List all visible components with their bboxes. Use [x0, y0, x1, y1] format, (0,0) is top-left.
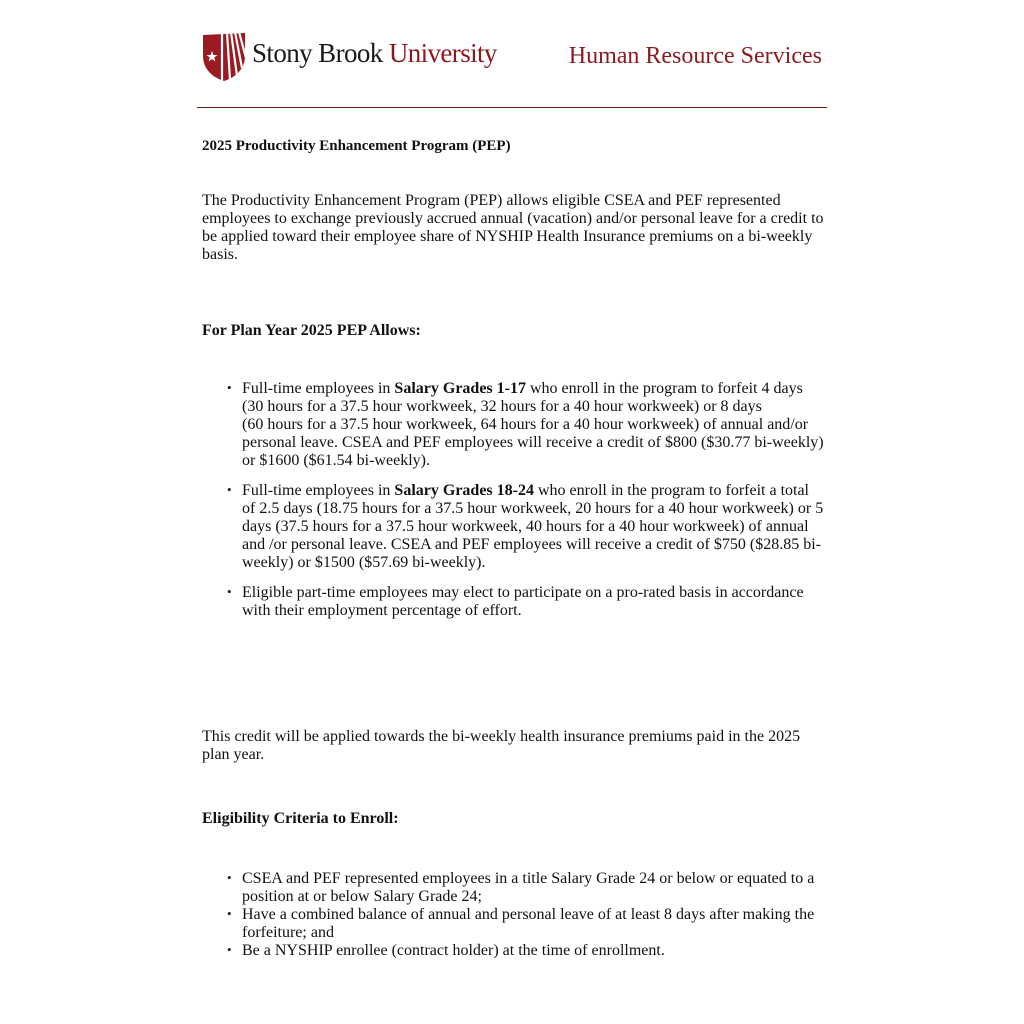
eligibility-item: • CSEA and PEF represented employees in a title Salary Grade 24 or below or equated to a position at or below Salary Grade 24; [242, 870, 824, 906]
page-header [197, 0, 827, 108]
intro-block [202, 192, 824, 264]
salary-grades-18-24: Salary Grades 18-24 [394, 482, 534, 499]
item-text: who enroll in the program to forfeit a total of 2.5 days (18.75 hours for a 37.5 hour workweek, 20 hours for a 40 hour workweek) or 5 days (37.5 hours for a 37.5 hour workweek, 40 hours for a 40 hour workweek) of annual and /or personal leave. CSEA and PEF employees will receive a credit of $750 ($28.85 bi-weekly) or $1500 ($57.69 bi-weekly). [242, 482, 824, 571]
eligibility-item: • Have a combined balance of annual and personal leave of at least 8 days after making the forfeiture; and [242, 906, 824, 942]
department-title: Human Resource Services [568, 43, 822, 69]
allows-item-3 [242, 584, 824, 620]
eligibility-list [202, 870, 824, 960]
allows-list [202, 380, 824, 620]
header-divider [197, 107, 827, 108]
allows-item-1 [242, 380, 824, 470]
credit-note: This credit will be applied towards the bi-weekly health insurance premiums paid in the 2025 plan year. [202, 728, 801, 763]
allows-item-2 [242, 482, 824, 572]
university-logo[interactable] [202, 32, 497, 82]
salary-grades-1-17: Salary Grades 1-17 [394, 380, 526, 397]
shield-star-icon [202, 32, 246, 82]
item-prefix: Full-time employees in [242, 482, 395, 499]
eligibility-list-block [202, 870, 824, 960]
eligibility-heading: Eligibility Criteria to Enroll: [202, 810, 399, 827]
wordmark-university: University [388, 37, 497, 68]
document-title: 2025 Productivity Enhancement Program (PEP) [202, 138, 511, 154]
eligibility-item: • Be a NYSHIP enrollee (contract holder) at the time of enrollment. [242, 942, 824, 960]
university-wordmark [252, 37, 497, 68]
item-text-continued: (60 hours for a 37.5 hour workweek, 64 hours for a 40 hour workweek) of annual and/or personal leave. CSEA and PEF employees will receive a credit of $800 ($30.77 bi-weekly) or $1600 ($61.54 bi-weekly). [242, 416, 824, 469]
document-page [197, 0, 827, 959]
item-text: Eligible part-time employees may elect to participate on a pro-rated basis in accordance with their employment percentage of effort. [242, 584, 804, 619]
item-text: who enroll in the program to forfeit 4 days (30 hours for a 37.5 hour workweek, 32 hours for a 40 hour workweek) or 8 days [242, 380, 803, 415]
allows-list-block [202, 380, 824, 620]
credit-note-block [202, 728, 824, 764]
allows-heading: For Plan Year 2025 PEP Allows: [202, 322, 421, 339]
item-prefix: Full-time employees in [242, 380, 395, 397]
intro-paragraph: The Productivity Enhancement Program (PEP) allows eligible CSEA and PEF represented employees to exchange previously accrued annual (vacation) and/or personal leave for a credit to be applied toward their employee share of NYSHIP Health Insurance premiums on a bi-weekly basis. [202, 192, 824, 263]
wordmark-stony-brook: Stony Brook [252, 37, 389, 68]
